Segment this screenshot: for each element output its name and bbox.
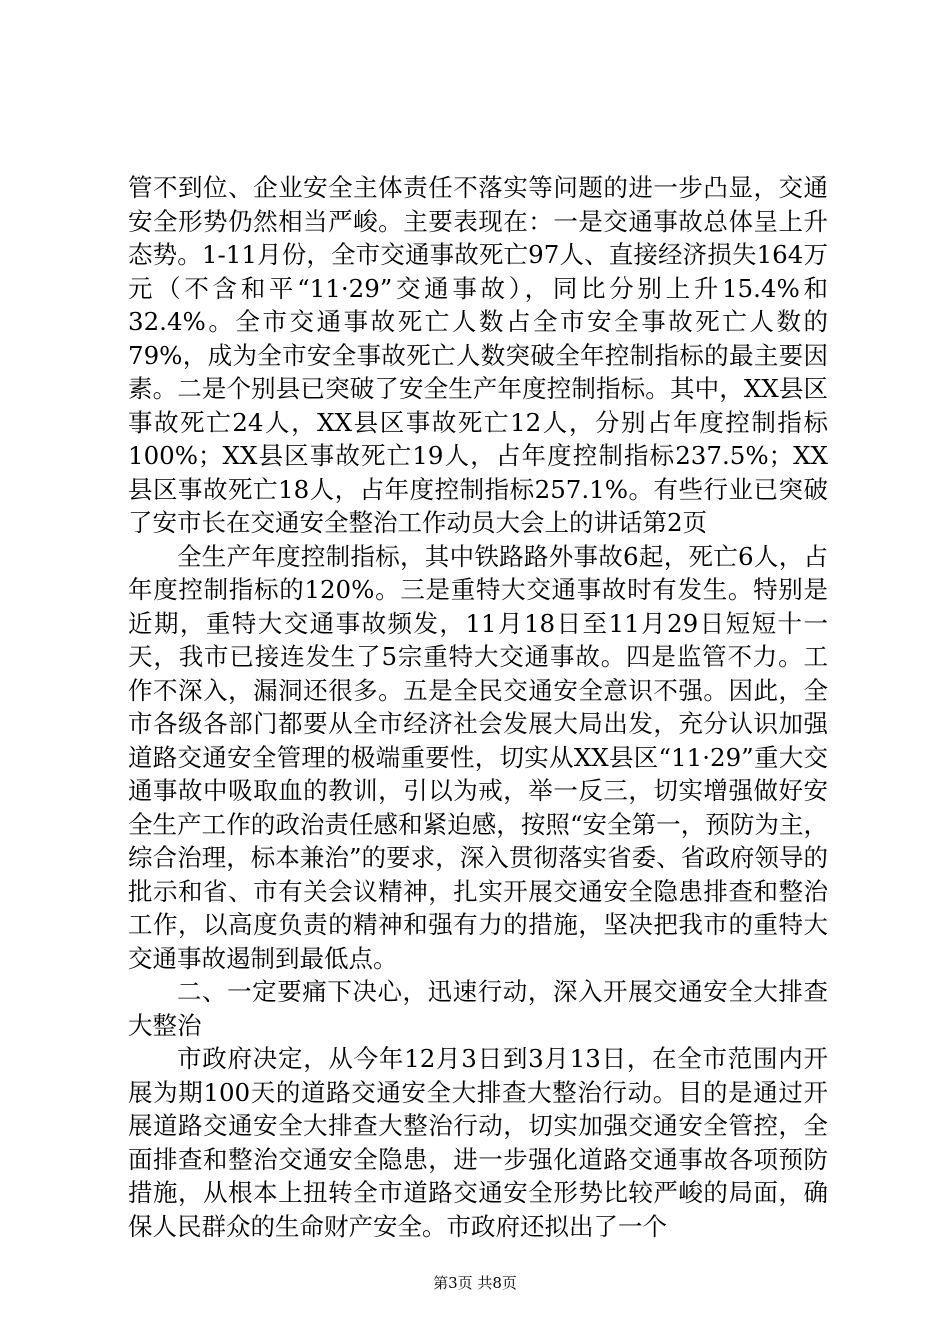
page-footer: 第3页 共8页	[433, 1274, 517, 1292]
section-heading: 二、一定要痛下决心，迅速行动，深入开展交通安全大排查大整治	[128, 977, 828, 1040]
body-text	[128, 171, 828, 1243]
paragraph: 市政府决定，从今年12月3日到3月13日，在全市范围内开展为期100天的道路交通安全大排查大整治行动。目的是通过开展道路交通安全大排查大整治行动，切实加强交通安全管控，全面排查和整治交通安全隐患，进一步强化道路交通事故各项预防措施，从根本上扭转全市道路交通安全形势比较严峻的局面，确保人民群众的生命财产安全。市政府还拟出了一个	[128, 1044, 828, 1241]
paragraph: 全生产年度控制指标，其中铁路路外事故6起，死亡6人，占年度控制指标的120%。三是重特大交通事故时有发生。特别是近期，重特大交通事故频发，11月18日至11月29日短短十一天，我市已接连发生了5宗重特大交通事故。四是监管不力。工作不深入，漏洞还很多。五是全民交通安全意识不强。因此，全市各级各部门都要从全市经济社会发展大局出发，充分认识加强道路交通安全管理的极端重要性，切实从XX县区“11·29”重大交通事故中吸取血的教训，引以为戒，举一反三，切实增强做好安全生产工作的政治责任感和紧迫感，按照“安全第一，预防为主，综合治理，标本兼治”的要求，深入贯彻落实省委、省政府领导的批示和省、市有关会议精神，扎实开展交通安全隐患排查和整治工作，以高度负责的精神和强有力的措施，坚决把我市的重特大交通事故遏制到最低点。	[128, 541, 828, 973]
paragraph-continuation: 管不到位、企业安全主体责任不落实等问题的进一步凸显，交通安全形势仍然相当严峻。主要表现在：一是交通事故总体呈上升态势。1-11月份，全市交通事故死亡97人、直接经济损失164万元（不含和平“11·29”交通事故），同比分别上升15.4%和32.4%。全市交通事故死亡人数占全市安全事故死亡人数的79%，成为全市安全事故死亡人数突破全年控制指标的最主要因素。二是个别县已突破了安全生产年度控制指标。其中，XX县区事故死亡24人，XX县区事故死亡12人，分别占年度控制指标100%；XX县区事故死亡19人，占年度控制指标237.5%；XX县区事故死亡18人，占年度控制指标257.1%。有些行业已突破了安市长在交通安全整治工作动员大会上的讲话第2页	[128, 173, 828, 537]
